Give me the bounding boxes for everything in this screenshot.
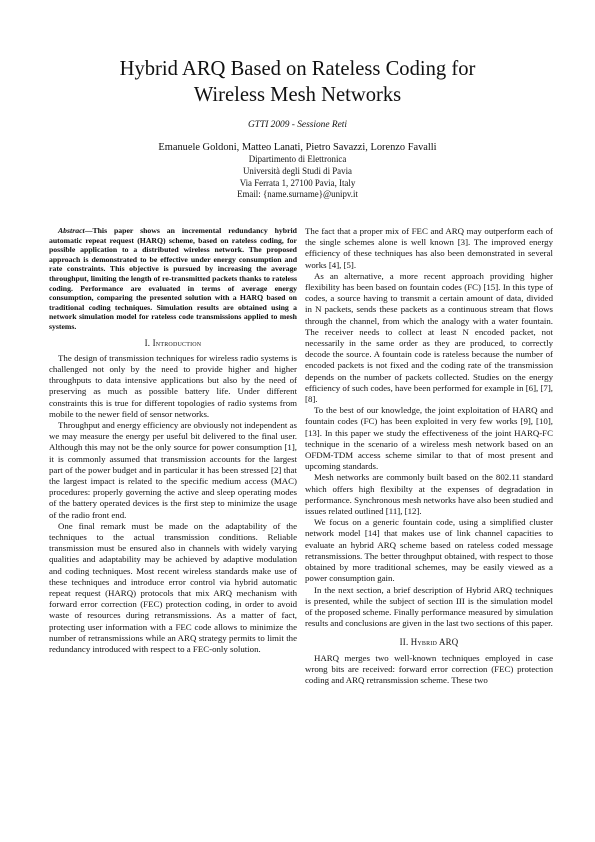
section-heading-introduction: I. Introduction (144, 337, 202, 348)
abstract-text: —This paper shows an incremental redundancy hybrid automatic repeat request (HARQ) scheme, based on rateless coding, for possible application to a distributed wireless network. The proposed approach is demonstrated to be effective under energy consumption and rate constraints. This objective is pursued by increasing the average throughput, limiting the length of re-transmitted packets thanks to rateless coding. Performance are evaluated in terms of average energy consumption, comparing the presented solution with a HARQ based on traditional coding techniques. Simulation results are obtained using a network simulation model for rateless code transmissions applied to mesh systems. (49, 226, 297, 331)
title-line-1: Hybrid ARQ Based on Rateless Coding for (119, 58, 476, 80)
affiliation-department: Dipartimento di Elettronica (248, 154, 347, 164)
paragraph: Mesh networks are commonly built based on the 802.11 standard which offers high flexibilty at the expenses of degradation in performance. Synchronous mesh networks have also been studied and issues related outlined [11], [12]. (305, 472, 553, 517)
author-list: Emanuele Goldoni, Matteo Lanati, Pietro Savazzi, Lorenzo Favalli (158, 142, 437, 153)
right-column (305, 226, 553, 686)
paragraph: To the best of our knowledge, the joint exploitation of HARQ and fountain codes (FC) has been exploited in very few works [9], [10], [13]. In this paper we study the effectiveness of the joint HARQ-FC technique in the scenario of a wireless mesh network based on an OFDM-TDM access scheme similar to that of most present and upcoming standards. (305, 405, 553, 472)
paragraph: As an alternative, a more recent approach providing higher flexibility has been based on fountain codes (FC) [15]. In this type of codes, a source having to transmit a certain amount of data, divided in N packets, sends these packets as a continuous stream that flows through the channel, from which the analogy with a water fountain. The receiver needs to collect at least N encoded packet, not necessarily in the same order as they are produced, to correctly decode the source. A fountain code is rateless because the number of encoded packets is not fixed and the coding rate of the transmission depends on the number of packets collected. Studies on the energy efficiency of such codes, have been performed for example in [6], [7], [8]. (305, 270, 553, 405)
affiliation-block (40, 154, 555, 201)
paragraph: The fact that a proper mix of FEC and ARQ may outperform each of the single schemes alone is well known [3]. The improved energy efficiency of these techniques has also been demonstrated in several works [4], [5]. (305, 226, 553, 270)
affiliation-university: Università degli Studi di Pavia (243, 165, 352, 176)
paragraph: Throughput and energy efficiency are obviously not independent as we may measure the energy per useful bit delivered to the final user. Although this may not be the only source for power consumption [1], it is commonly assumed that transmission accounts for the largest part of the power budget and in particular it has been stressed [2] that the largest impact is related to the specific medium access (MAC) procedures: properly governing the active and sleep operating modes of the battery operated devices is the first step to minimize the usage of the radio front end. (49, 419, 297, 520)
section-heading-hybrid-arq: II. Hybrid ARQ (399, 637, 459, 648)
paragraph: We focus on a generic fountain code, using a simplified cluster network model [14] that makes use of link channel capacities to evaluate an hybrid ARQ scheme based on rateless coded message retransmissions. The better throughput obtained, with respect to those obtained by more traditional schemes, may be easily viewed as a power consumption gain. (305, 517, 553, 584)
abstract (49, 226, 297, 332)
paragraph: One final remark must be made on the adaptability of the techniques to the actual transmission conditions. Reliable transmission must be ensured also in channels with widely varying qualities and adaptability may be achieved by adaptive modulation and coding techniques. Most recent wireless standards make use of these techniques and introduce error control via hybrid automatic repeat request (HARQ) protocols that mix ARQ mechanism with forward error correction (FEC) protection coding, in order to avoid waste of resources during retransmissions. As a matter of fact, protecting user information with a FEC code allows to minimize the number of retransmissions while an ARQ strategy permits to limit the redundancy introduced with respect to a FEC-only solution. (49, 520, 297, 655)
venue-line: GTTI 2009 - Sessione Reti (248, 120, 347, 130)
affiliation-email: Email: {name.surname}@unipv.it (237, 189, 358, 200)
abstract-label: Abstract (58, 226, 85, 235)
affiliation-address: Via Ferrata 1, 27100 Pavia, Italy (239, 177, 356, 188)
paragraph: In the next section, a brief description of Hybrid ARQ techniques is presented, while the subject of section III is the simulation model of the proposed scheme. Finally performance measured by simulation results and conclusions are given in the last two sections of this paper. (305, 584, 553, 629)
left-column (49, 226, 297, 655)
paragraph: The design of transmission techniques for wireless radio systems is challenged not only by the need to provide higher and higher throughputs to data intensive applications but also by the need of preserving as much as possible battery life. Under different constraints this is true for different topologies of radio systems from mobile to the newer field of sensor networks. (49, 352, 297, 419)
title-line-2: Wireless Mesh Networks (193, 84, 402, 106)
paper-title (40, 56, 555, 108)
paragraph: HARQ merges two well-known techniques employed in case wrong bits are received: forward error correction (FEC) protection coding and ARQ retransmission scheme. These two (305, 652, 553, 685)
